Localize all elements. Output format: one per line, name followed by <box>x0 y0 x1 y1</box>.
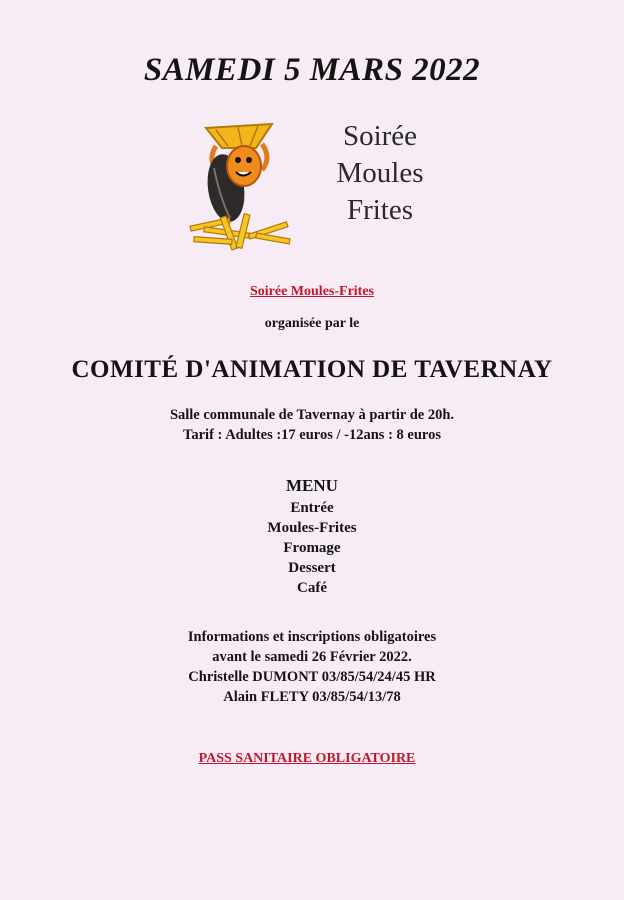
contact-line: avant le samedi 26 Février 2022. <box>212 649 412 665</box>
event-title-line-3: Frites <box>346 194 414 226</box>
committee-name: COMITÉ D'ANIMATION DE TAVERNAY <box>71 356 553 383</box>
contact-section <box>0 627 624 707</box>
menu-title: MENU <box>286 476 338 495</box>
event-subtitle: Soirée Moules-Frites <box>249 284 374 299</box>
menu-item: Café <box>297 580 327 596</box>
venue-pricing: Tarif : Adultes :17 euros / -12ans : 8 euros <box>183 427 441 443</box>
menu-item: Moules-Frites <box>267 520 357 536</box>
contact-line: Informations et inscriptions obligatoires <box>187 629 437 645</box>
venue-info <box>0 405 624 445</box>
event-title <box>310 118 450 229</box>
event-title-line-2: Moules <box>336 157 424 189</box>
menu-section <box>0 474 624 598</box>
mussel-fries-mascot-icon <box>186 118 294 252</box>
menu-item: Dessert <box>288 560 336 576</box>
contact-line: Alain FLETY 03/85/54/13/78 <box>223 689 401 705</box>
health-pass-notice: PASS SANITAIRE OBLIGATOIRE <box>198 751 416 766</box>
organised-by-text: organisée par le <box>264 316 360 331</box>
contact-line: Christelle DUMONT 03/85/54/24/45 HR <box>188 669 436 685</box>
event-title-line-1: Soirée <box>342 120 418 152</box>
venue-location: Salle communale de Tavernay à partir de 20h. <box>169 407 455 423</box>
event-date-heading: SAMEDI 5 MARS 2022 <box>143 52 481 88</box>
menu-item: Entrée <box>290 500 334 516</box>
menu-item: Fromage <box>283 540 341 556</box>
